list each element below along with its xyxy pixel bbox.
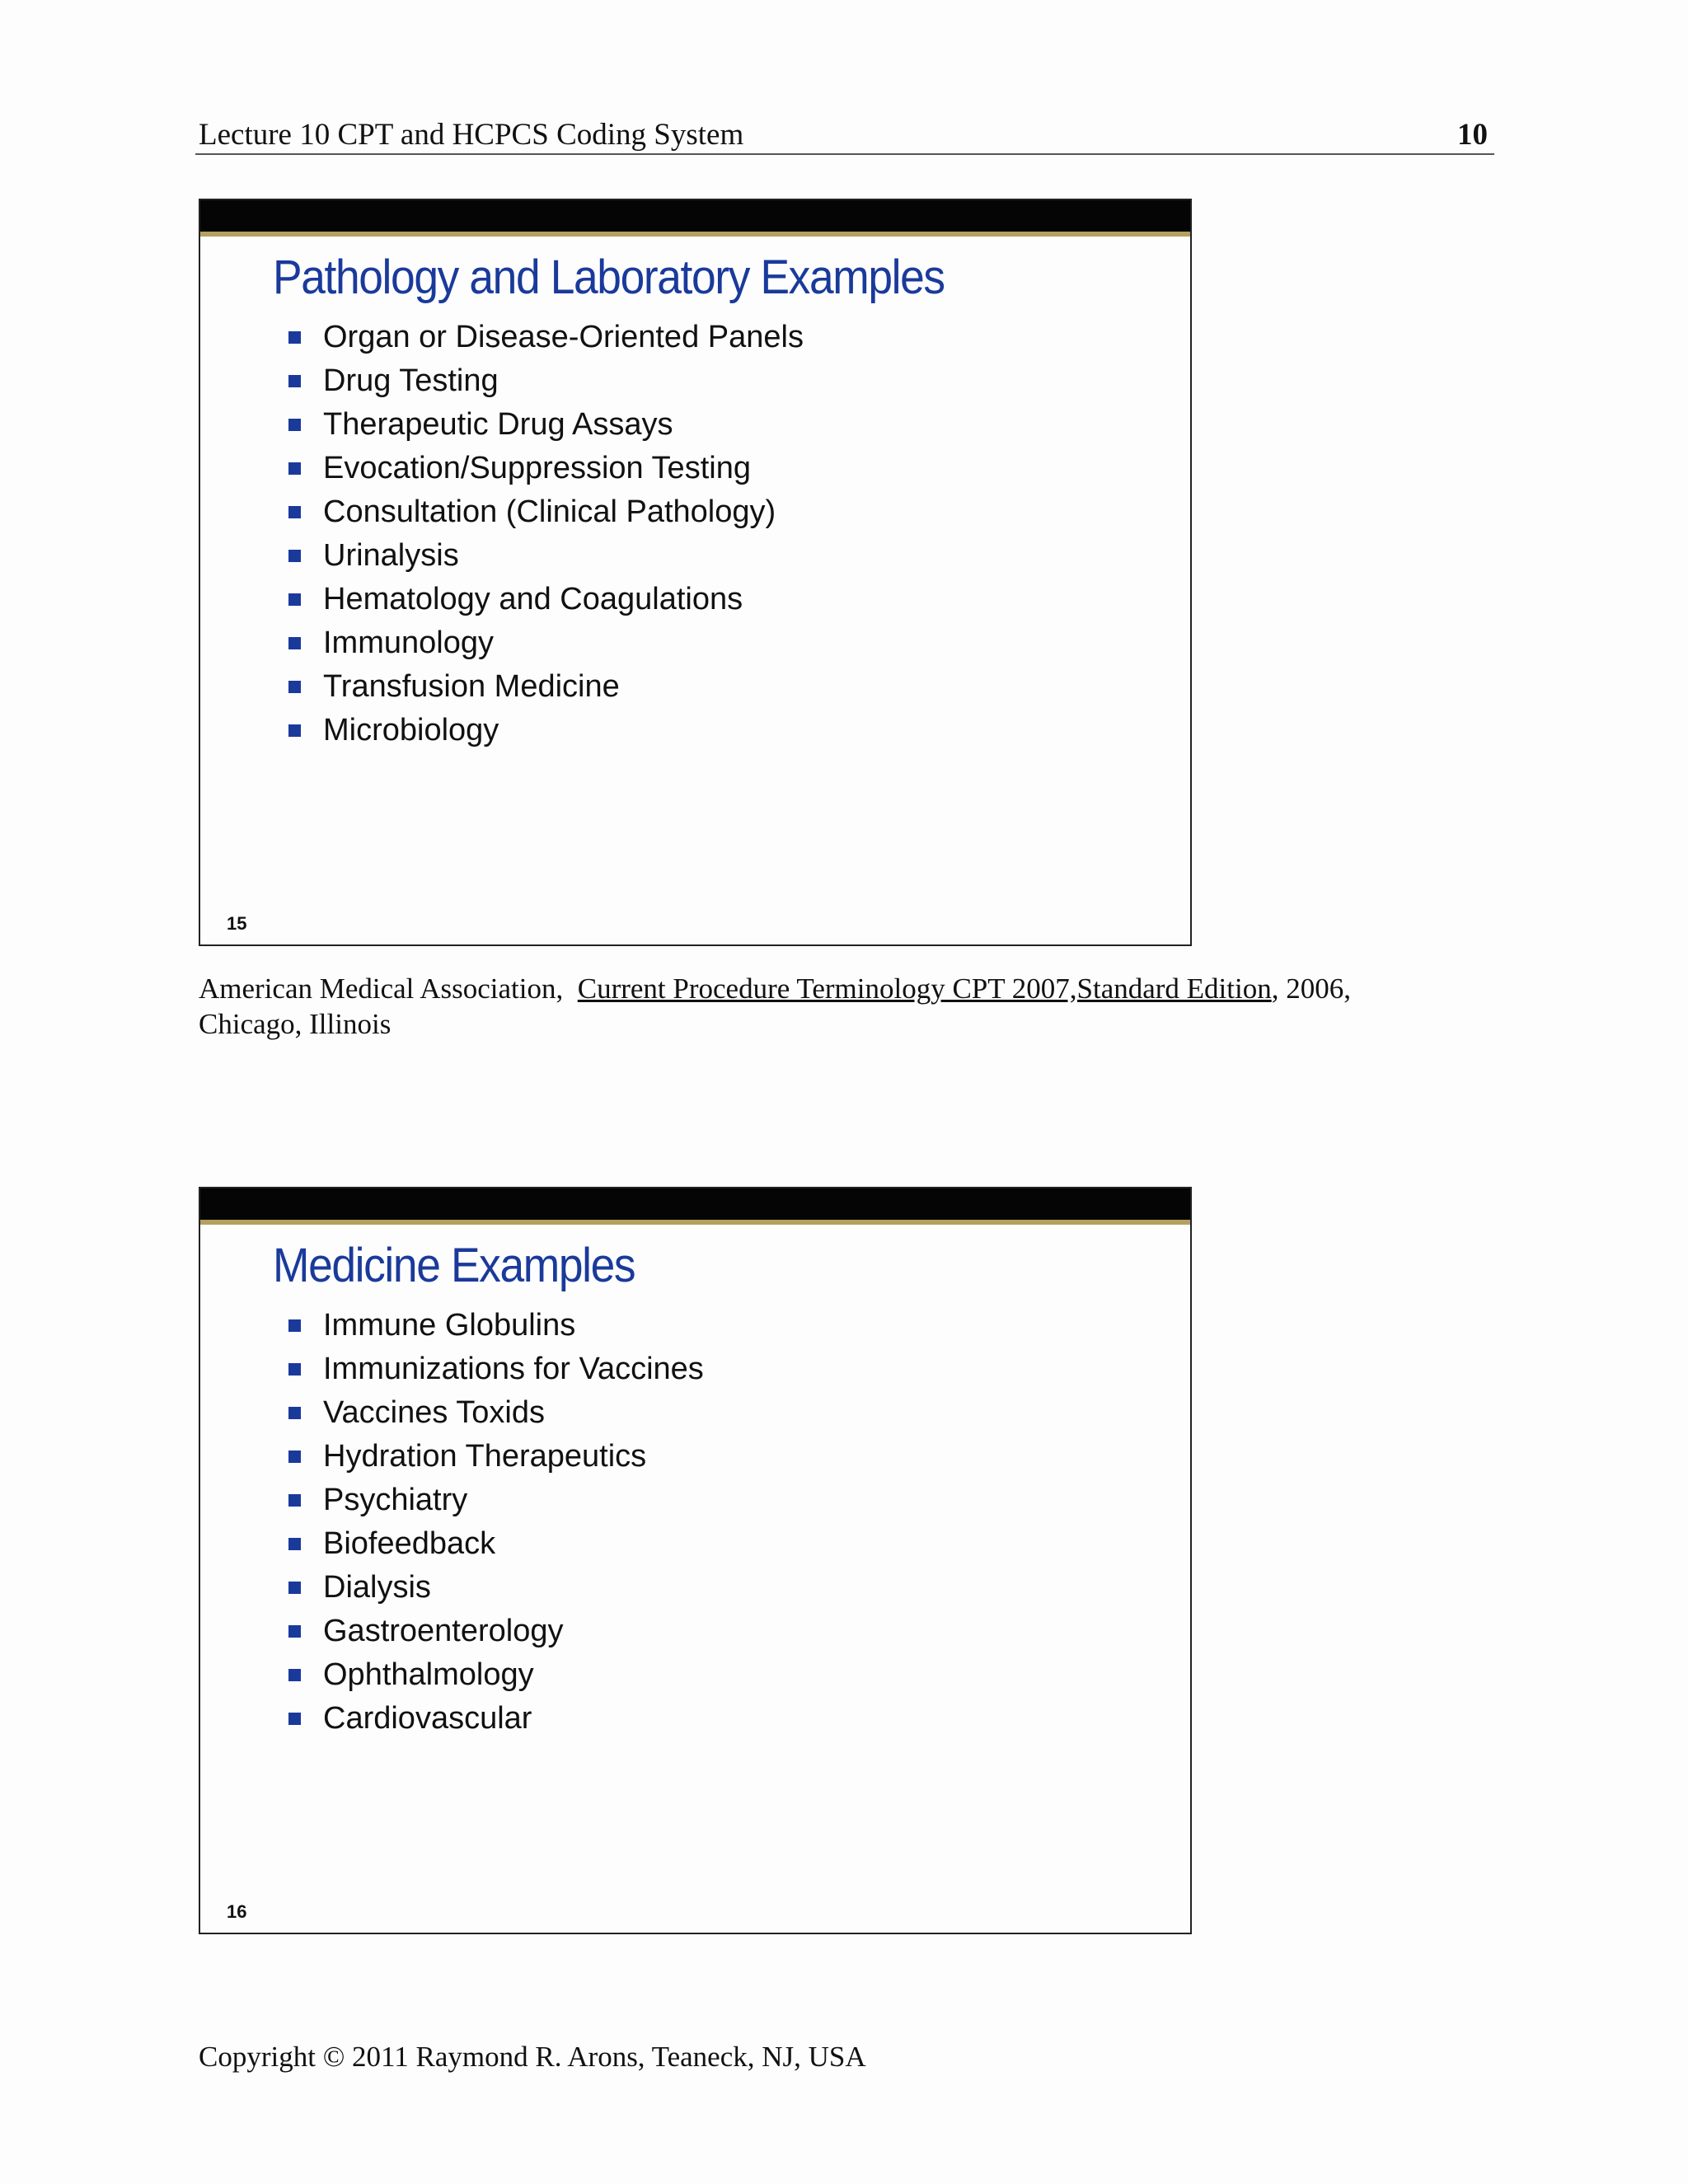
list-item-text: Dialysis	[323, 1570, 431, 1605]
square-bullet-icon	[288, 1582, 301, 1594]
slide-accent-line	[200, 1220, 1190, 1225]
list-item-text: Immunizations for Vaccines	[323, 1352, 704, 1386]
list-item-text: Gastroenterology	[323, 1614, 564, 1648]
citation-work: Current Procedure Terminology CPT 2007,Standard Edition	[577, 972, 1272, 1005]
citation-author: American Medical Association	[199, 972, 556, 1005]
slide-accent-line	[200, 232, 1190, 237]
list-item-text: Drug Testing	[323, 363, 499, 398]
list-item-text: Consultation (Clinical Pathology)	[323, 494, 776, 529]
copyright-footer: Copyright © 2011 Raymond R. Arons, Teaneck, NJ, USA	[199, 2041, 866, 2073]
citation-place: Chicago, Illinois	[199, 1008, 392, 1040]
slide-top-bar	[200, 1188, 1190, 1220]
list-item	[288, 1435, 704, 1479]
slide-bullet-list	[288, 1304, 704, 1741]
slide-medicine	[199, 1187, 1192, 1934]
list-item-text: Vaccines Toxids	[323, 1395, 545, 1430]
square-bullet-icon	[288, 681, 301, 693]
square-bullet-icon	[288, 637, 301, 649]
citation-details: , 2006,	[1271, 972, 1351, 1005]
list-item-text: Biofeedback	[323, 1526, 496, 1561]
list-item	[288, 578, 804, 621]
square-bullet-icon	[288, 1538, 301, 1550]
slide-number: 15	[227, 913, 247, 934]
slide-pathology	[199, 199, 1192, 946]
list-item	[288, 621, 804, 665]
square-bullet-icon	[288, 506, 301, 518]
list-item-text: Ophthalmology	[323, 1657, 534, 1692]
citation	[199, 971, 1484, 1042]
list-item	[288, 447, 804, 490]
square-bullet-icon	[288, 462, 301, 475]
square-bullet-icon	[288, 375, 301, 387]
list-item-text: Microbiology	[323, 713, 499, 748]
square-bullet-icon	[288, 1407, 301, 1419]
list-item-text: Organ or Disease-Oriented Panels	[323, 320, 804, 354]
page-header	[195, 114, 1494, 155]
square-bullet-icon	[288, 331, 301, 344]
slide-top-bar	[200, 200, 1190, 232]
square-bullet-icon	[288, 1494, 301, 1507]
square-bullet-icon	[288, 1713, 301, 1725]
list-item	[288, 1304, 704, 1347]
citation-separator: ,	[556, 972, 564, 1005]
list-item-text: Transfusion Medicine	[323, 669, 620, 704]
square-bullet-icon	[288, 419, 301, 431]
square-bullet-icon	[288, 1669, 301, 1681]
list-item-text: Urinalysis	[323, 538, 459, 573]
list-item	[288, 1566, 704, 1610]
list-item	[288, 1391, 704, 1435]
square-bullet-icon	[288, 550, 301, 562]
list-item-text: Psychiatry	[323, 1483, 468, 1517]
list-item	[288, 1347, 704, 1391]
list-item	[288, 316, 804, 359]
square-bullet-icon	[288, 1319, 301, 1332]
header-title: Lecture 10 CPT and HCPCS Coding System	[199, 118, 744, 152]
list-item	[288, 1522, 704, 1566]
list-item	[288, 534, 804, 578]
square-bullet-icon	[288, 1363, 301, 1376]
slide-number: 16	[227, 1901, 247, 1922]
square-bullet-icon	[288, 1625, 301, 1638]
list-item-text: Therapeutic Drug Assays	[323, 407, 673, 442]
list-item-text: Immune Globulins	[323, 1308, 576, 1343]
list-item	[288, 665, 804, 709]
list-item	[288, 709, 804, 752]
slide-title: Pathology and Laboratory Examples	[273, 251, 945, 304]
header-page-number: 10	[1457, 118, 1488, 152]
list-item	[288, 1479, 704, 1522]
list-item	[288, 403, 804, 447]
list-item-text: Immunology	[323, 626, 494, 660]
list-item-text: Cardiovascular	[323, 1701, 532, 1736]
list-item-text: Evocation/Suppression Testing	[323, 451, 751, 485]
list-item	[288, 1653, 704, 1697]
square-bullet-icon	[288, 593, 301, 606]
square-bullet-icon	[288, 724, 301, 737]
slide-bullet-list	[288, 316, 804, 752]
list-item	[288, 1610, 704, 1653]
list-item-text: Hematology and Coagulations	[323, 582, 743, 616]
list-item-text: Hydration Therapeutics	[323, 1439, 647, 1474]
square-bullet-icon	[288, 1451, 301, 1463]
list-item	[288, 359, 804, 403]
list-item	[288, 1697, 704, 1741]
list-item	[288, 490, 804, 534]
slide-title: Medicine Examples	[273, 1239, 635, 1292]
